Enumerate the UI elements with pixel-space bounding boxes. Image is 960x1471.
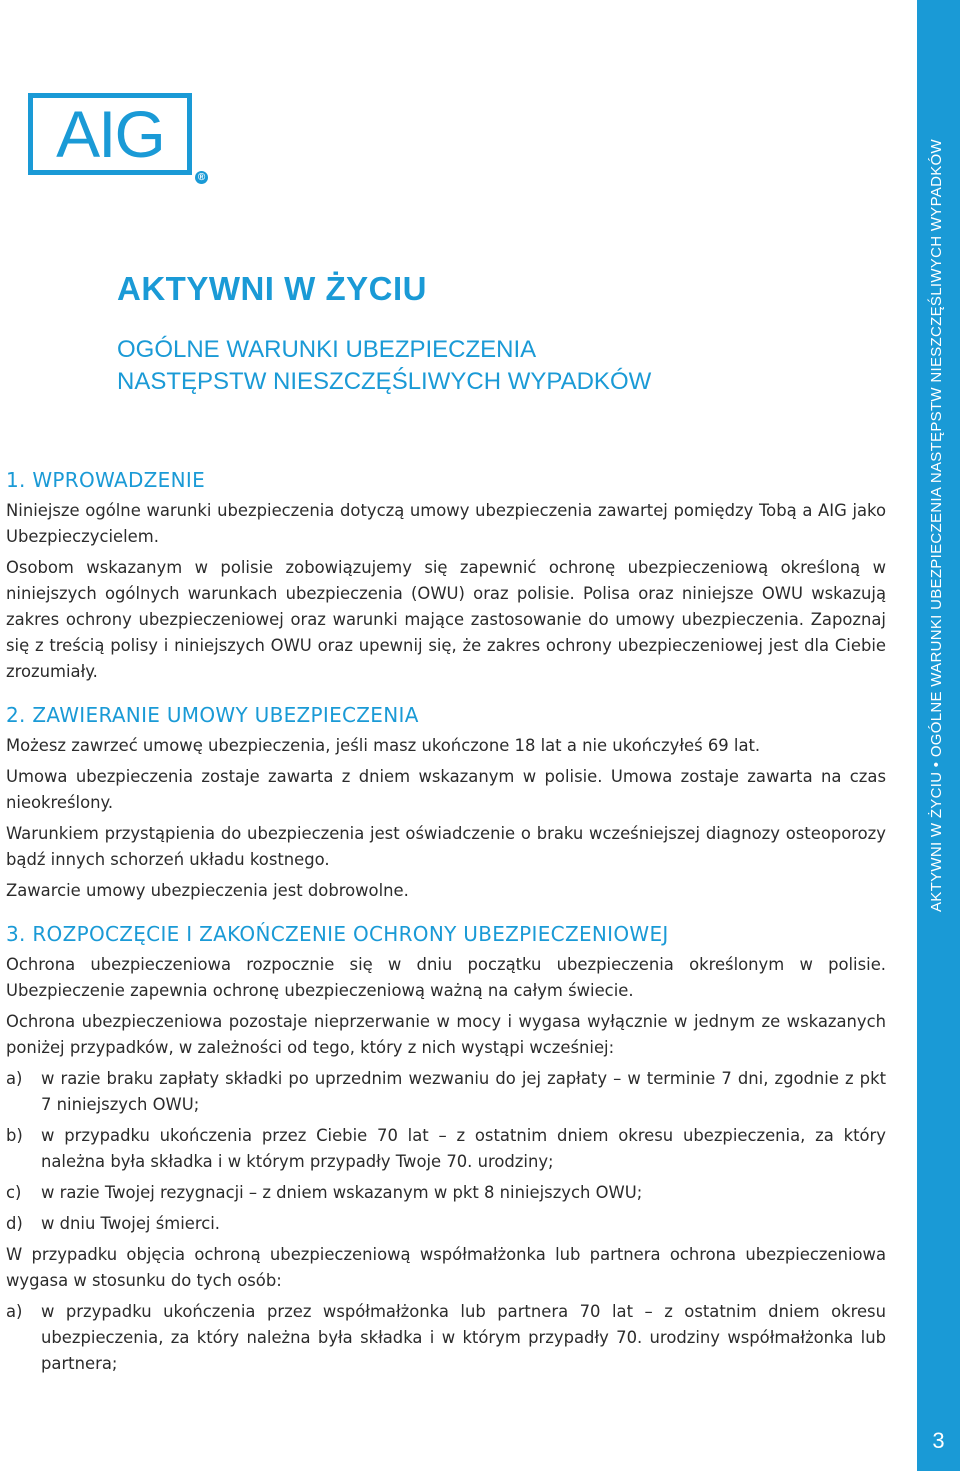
section-heading: 3. ROZPOCZĘCIE I ZAKOŃCZENIE OCHRONY UBEZPIECZENIOWEJ: [6, 922, 669, 946]
list-marker: c): [6, 1183, 22, 1202]
aig-logo: [28, 93, 216, 189]
termination-list: [6, 1066, 886, 1237]
paragraph: Umowa ubezpieczenia zostaje zawarta z dniem wskazanym w polisie. Umowa zostaje zawarta na czas nieokreślony.: [6, 767, 886, 812]
spouse-termination-list: [6, 1299, 886, 1377]
section-coverage: [6, 920, 886, 1377]
document-title: AKTYWNI W ŻYCIU: [117, 270, 427, 307]
list-marker: a): [6, 1069, 23, 1088]
logo-text: AIG: [56, 97, 164, 171]
paragraph: Osobom wskazanym w polisie zobowiązujemy się zapewnić ochronę ubezpieczeniową określoną w niniejszych ogólnych warunkach ubezpieczenia (OWU) oraz polisie. Polisa oraz niniejsze OWU wskazują zakres ochrony ubezpieczeniowej oraz warunki mające zastosowanie do umowy ubezpieczenia. Zapoznaj się z treścią polisy i niniejszych OWU oraz upewnij się, że zakres ochrony ubezpieczeniowej jest dla Ciebie zrozumiały.: [6, 558, 886, 681]
paragraph: Ochrona ubezpieczeniowa rozpocznie się w dniu początku ubezpieczenia określonym w polisie. Ubezpieczenie zapewnia ochronę ubezpieczeniową ważną na całym świecie.: [6, 955, 886, 1000]
list-item: [6, 1299, 886, 1377]
paragraph: W przypadku objęcia ochroną ubezpieczeniową współmałżonka lub partnera ochrona ubezpieczeniowa wygasa w stosunku do tych osób:: [6, 1245, 886, 1290]
paragraph: Niniejsze ogólne warunki ubezpieczenia dotyczą umowy ubezpieczenia zawartej pomiędzy Tobą a AIG jako Ubezpieczycielem.: [6, 501, 886, 546]
page-number: 3: [932, 1428, 945, 1453]
paragraph: Warunkiem przystąpienia do ubezpieczenia jest oświadczenie o braku wcześniejszej diagnozy osteoporozy bądź innych schorzeń układu kostnego.: [6, 824, 886, 869]
document-body: [6, 466, 886, 1393]
section-introduction: [6, 466, 886, 685]
section-heading: 2. ZAWIERANIE UMOWY UBEZPIECZENIA: [6, 703, 419, 727]
subtitle-line-2: NASTĘPSTW NIESZCZĘŚLIWYCH WYPADKÓW: [117, 368, 652, 395]
paragraph: Zawarcie umowy ubezpieczenia jest dobrowolne.: [6, 881, 409, 900]
paragraph: Ochrona ubezpieczeniowa pozostaje nieprzerwanie w mocy i wygasa wyłącznie w jednym ze wskazanych poniżej przypadków, w zależności od tego, który z nich wystąpi wcześniej:: [6, 1012, 886, 1057]
list-text: w razie Twojej rezygnacji – z dniem wskazanym w pkt 8 niniejszych OWU;: [41, 1183, 643, 1202]
list-marker: a): [6, 1302, 23, 1321]
list-text: w dniu Twojej śmierci.: [41, 1214, 220, 1233]
document-subtitle: [117, 334, 651, 398]
section-contract: [6, 701, 886, 904]
list-text: w przypadku ukończenia przez współmałżonka lub partnera 70 lat – z ostatnim dniem okresu ubezpieczenia, za który należna była składka i w którym przypadły 70. urodziny współmałżonka lub partnera;: [41, 1302, 886, 1373]
list-marker: b): [6, 1126, 23, 1145]
paragraph: Możesz zawrzeć umowę ubezpieczenia, jeśli masz ukończone 18 lat a nie ukończyłeś 69 lat.: [6, 736, 761, 755]
list-text: w przypadku ukończenia przez Ciebie 70 lat – z ostatnim dniem okresu ubezpieczenia, za który należna była składka i w którym przypadły Twoje 70. urodziny;: [41, 1126, 886, 1171]
list-text: w razie braku zapłaty składki po uprzednim wezwaniu do jej zapłaty – w terminie 7 dni, zgodnie z pkt 7 niniejszych OWU;: [41, 1069, 886, 1114]
section-heading: 1. WPROWADZENIE: [6, 468, 206, 492]
list-item: [6, 1180, 886, 1206]
list-item: [6, 1211, 886, 1237]
list-item: [6, 1123, 886, 1175]
registered-mark-icon: ®: [195, 171, 208, 184]
sidebar-vertical-title: AKTYWNI W ŻYCIU • OGÓLNE WARUNKI UBEZPIECZENIA NASTĘPSTW NIESZCZĘŚLIWYCH WYPADKÓW: [928, 139, 945, 912]
subtitle-line-1: OGÓLNE WARUNKI UBEZPIECZENIA: [117, 336, 537, 363]
list-marker: d): [6, 1214, 23, 1233]
list-item: [6, 1066, 886, 1118]
